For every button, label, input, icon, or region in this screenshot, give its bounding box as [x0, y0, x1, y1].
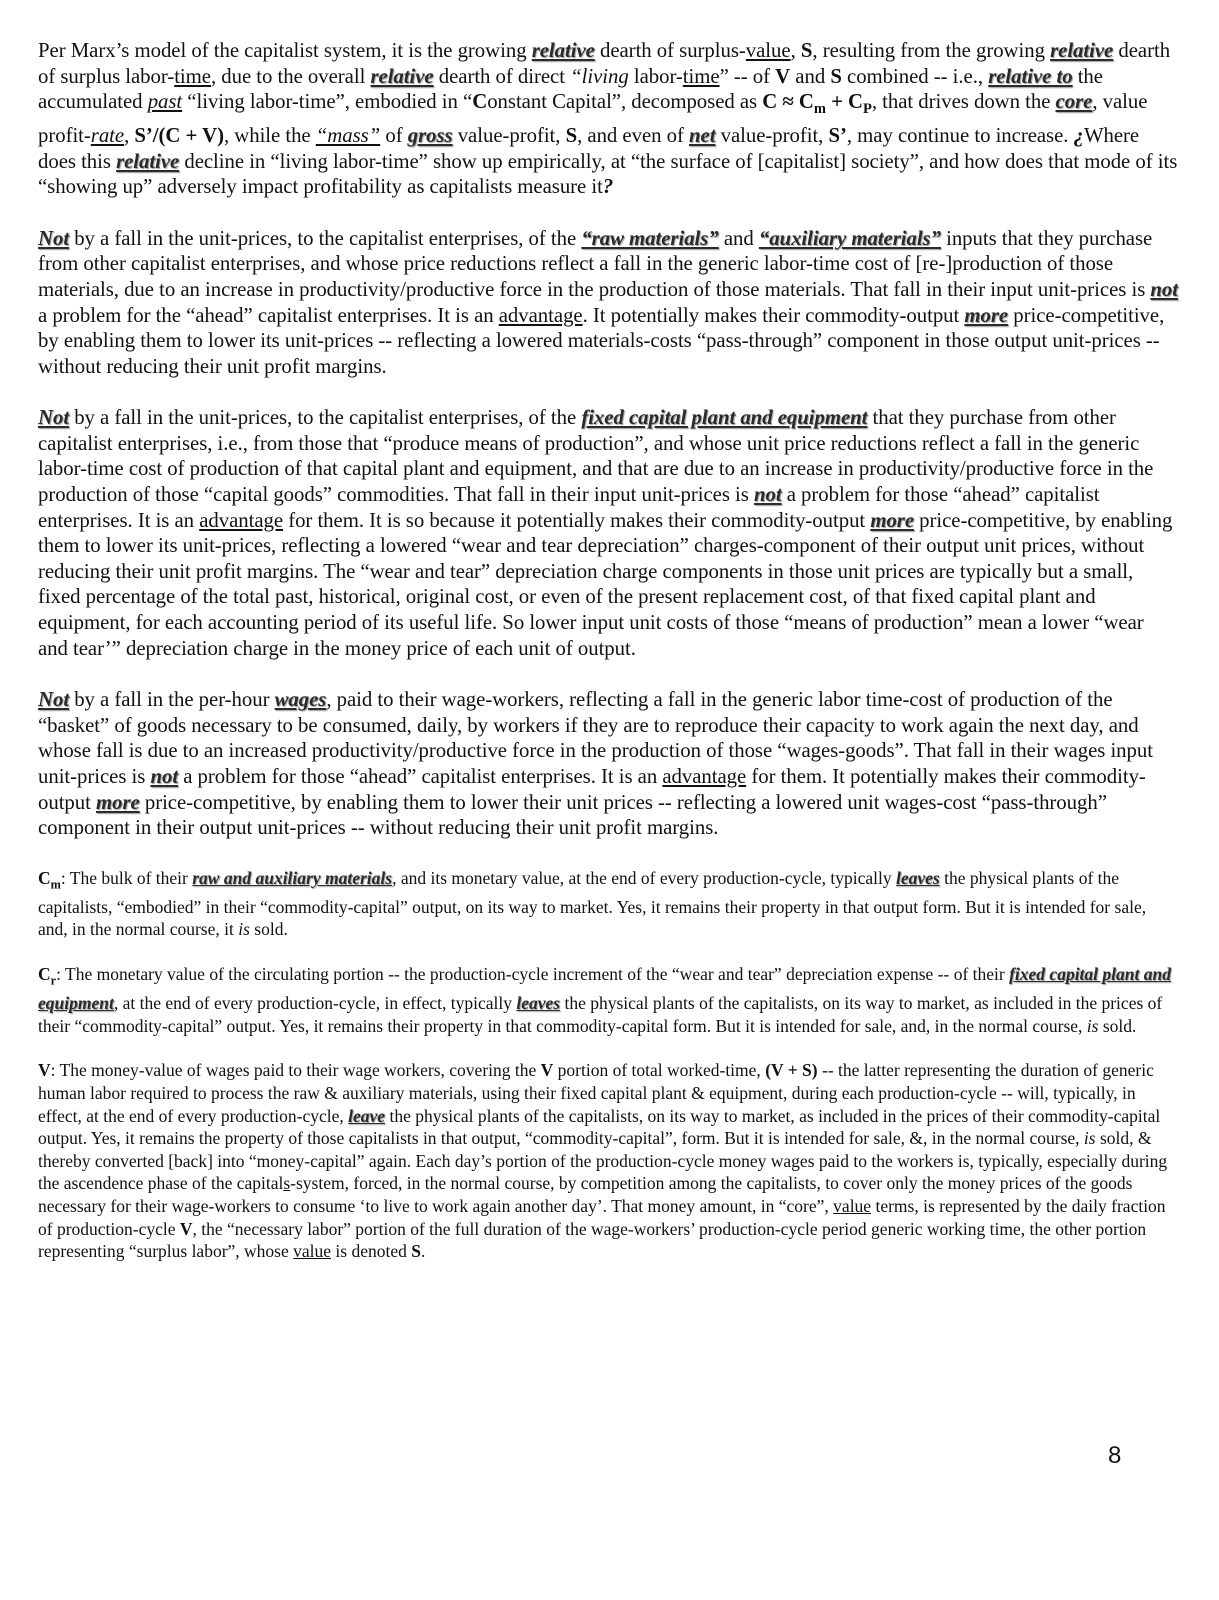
text-run-em: Not: [38, 406, 70, 430]
text-run: dearth of surplus labor-: [38, 39, 1171, 88]
text-run-b: C: [38, 867, 51, 888]
note-cr: [38, 963, 1178, 1037]
text-run-iu: past: [147, 90, 183, 114]
text-run-em: “auxiliary materials”: [758, 226, 941, 250]
text-run: -system, forced, in the normal course, by competition among the capitalists, to cover only the money prices of the goods necessary for their wage-workers to consume ‘to live to work again another day’. That money amount, in “core”,: [38, 1173, 1133, 1216]
text-run-em: relative: [370, 64, 434, 88]
text-run: the physical plants of the capitalists, on its way to market, as included in the prices of their commodity-capital output. Yes, it remains the property of those capitalists in that output, “commodity-capital”, form. But it is intended for sale, &, in the normal course,: [38, 1105, 1161, 1149]
text-run: the physical plants of the capitalists, on its way to market, as included in the prices of their “commodity-capital” output. Yes, it remains their property in that commodity-capital form. But it is intended for sale, and, in the normal course,: [38, 993, 1163, 1036]
text-run-b: V: [540, 1060, 554, 1081]
text-run-u: value: [833, 1195, 872, 1216]
paragraph-raw-materials: [38, 226, 1178, 380]
text-run-em: relative: [531, 39, 595, 62]
paragraph-fixed-capital: [38, 405, 1178, 661]
text-run: portion of total worked-time,: [553, 1060, 766, 1081]
text-run-em: Not: [38, 226, 70, 250]
text-run-iu: rate: [90, 123, 125, 147]
text-run-u: advantage: [498, 303, 583, 327]
text-run: value-profit,: [452, 123, 566, 147]
text-run: inputs that they purchase from other capitalist enterprises, and whose price reductions reflect a fall in the generic labor-time cost of [re-]production of those materials, due to an increase in productivity/productive force in the production of those materials. That fall in their input unit-prices is: [38, 226, 1153, 301]
text-run: , while the: [223, 123, 316, 147]
text-run-sub: r: [50, 973, 57, 988]
text-run: , and its monetary value, at the end of every production-cycle, typically: [392, 867, 896, 888]
text-run: onstant Capital”, decomposed as: [487, 90, 763, 114]
text-run-u: advantage: [662, 765, 747, 788]
text-run-u: advantage: [199, 508, 284, 532]
text-run-b: V: [775, 64, 791, 88]
text-run-b: C ≈ C: [762, 90, 814, 114]
text-run: price-competitive, by enabling them to lower its unit-prices -- reflecting a lowered materials-costs “pass-through” component in those output unit-prices -- without reducing their unit profit margins.: [38, 303, 1165, 378]
text-run-em: relative: [116, 149, 180, 173]
text-run-bi: ¿: [1073, 123, 1084, 147]
text-run-b: S: [565, 123, 578, 147]
text-run: -- the latter representing the duration of generic human labor required to process the raw & auxiliary materials, using their fixed capital plant & equipment, during each production-cycle -- will, typically, in effect, at the end of every production-cycle,: [38, 1060, 1154, 1126]
text-run: : The monetary value of the circulating portion -- the production-cycle increment of the “wear and tear” depreciation expense -- of their: [56, 964, 1010, 985]
text-run-b: (V + S): [765, 1060, 818, 1081]
text-run-i: is: [1083, 1128, 1096, 1149]
text-run-em: raw and auxiliary materials: [192, 867, 393, 888]
text-run-em: “raw materials”: [581, 226, 719, 250]
text-run-i: is: [238, 919, 250, 940]
text-run: Where does this: [38, 123, 1140, 173]
text-run-em: relative: [1050, 39, 1114, 62]
text-run-b: S: [411, 1241, 421, 1262]
text-run: , resulting from the growing: [812, 39, 1051, 62]
text-run: dearth of surplus-: [594, 39, 746, 62]
text-run-u: time: [174, 64, 211, 88]
text-run: “living labor-time”, embodied in “: [182, 90, 473, 114]
text-run: ,: [790, 39, 801, 62]
text-run: the physical plants of the capitalists, “embodied” in their “commodity-capital” output, on its way to market. Yes, it remains their property in that output form. But it is intended for sale, and, in the normal course, it: [38, 867, 1147, 940]
text-run-u: value: [745, 39, 791, 62]
text-run-u: value: [293, 1241, 332, 1262]
text-run-u: time: [682, 64, 720, 88]
text-run-em: fixed capital plant and equipment: [581, 406, 868, 430]
text-run: for them. It potentially makes their commodity-output: [38, 765, 1146, 814]
text-run-em: not: [150, 765, 179, 788]
text-run-b: S’: [828, 123, 847, 147]
text-run-sub: m: [50, 877, 61, 892]
text-run: sold, & thereby converted [back] into “money-capital” again. Each day’s portion of the production-cycle money wages paid to the workers is, typically, especially during the ascendence phase of the capital: [38, 1128, 1168, 1194]
text-run-em: net: [689, 123, 716, 147]
text-run-em: leaves: [896, 867, 940, 888]
text-run-b: V: [38, 1060, 51, 1081]
text-run: ,: [124, 123, 135, 147]
text-run: price-competitive, by enabling them to lower their unit prices -- reflecting a lowered unit wages-cost “pass-through” component in their output unit-prices -- without reducing their unit profit margins.: [38, 790, 1107, 840]
text-run: , at the end of every production-cycle, in effect, typically: [113, 993, 517, 1014]
text-run: , due to the overall: [210, 64, 371, 88]
text-run-b: S: [830, 64, 842, 88]
text-run: the accumulated: [38, 64, 1103, 114]
text-run: dearth of direct: [433, 64, 571, 88]
text-run: combined -- i.e.,: [841, 64, 989, 88]
page-number: 8: [1108, 1442, 1122, 1469]
text-run: by a fall in the per-hour: [69, 688, 275, 712]
text-run: .: [420, 1241, 426, 1262]
text-run: , may continue to increase.: [846, 123, 1074, 147]
text-run: is denoted: [331, 1241, 412, 1262]
text-run-em: not: [753, 483, 782, 507]
text-run-b: S’/(C + V): [134, 123, 224, 147]
text-run: a problem for those “ahead” capitalist enterprises. It is an: [38, 483, 1100, 532]
text-run: ” -- of: [719, 64, 776, 88]
text-run: by a fall in the unit-prices, to the capitalist enterprises, of the: [69, 406, 582, 430]
text-run-iu: “mass”: [315, 123, 381, 147]
text-run: terms, is represented by the daily fraction of production-cycle: [38, 1195, 1166, 1239]
text-run-em: leaves: [516, 993, 561, 1014]
text-run-em: leave: [348, 1105, 386, 1126]
text-run-sub: m: [813, 101, 826, 118]
text-run: . It potentially makes their commodity-output: [582, 303, 965, 327]
text-run: , paid to their wage-workers, reflecting a fall in the generic labor time-cost of production of the “basket” of goods necessary to be consumed, daily, by workers if they are to reproduce their capacity to work again the next day, and whose fall is due to an increased productivity/productive force in the production of those “wages-goods”. That fall in their wages input unit-prices is: [38, 688, 1153, 788]
text-run-b: V: [179, 1218, 193, 1239]
text-run: of: [380, 123, 408, 147]
text-run: price-competitive, by enabling them to lower its unit-prices, reflecting a lowered “wear and tear depreciation” charges-component of their output unit prices, without reducing their unit profit margins. The “wear and tear” depreciation charge components in those unit prices are typically but a small, fixed percentage of the total past, historical, original cost, or even of the present replacement cost, of that fixed capital plant and equipment, for each accounting period of its useful life. So lower input unit costs of those “means of production” mean a lower “wear and tear’” depreciation charge in the money price of each unit of output.: [38, 508, 1173, 660]
text-run: a problem for those “ahead” capitalist enterprises. It is an: [178, 765, 663, 788]
note-v: [38, 1059, 1178, 1262]
text-run-b: C: [38, 964, 51, 985]
text-run: labor-: [628, 64, 683, 88]
text-run: Per Marx’s model of the capitalist system, it is the growing: [38, 39, 532, 62]
text-run-b: S: [800, 39, 813, 62]
text-run: value-profit,: [715, 123, 829, 147]
text-run: by a fall in the unit-prices, to the capitalist enterprises, of the: [69, 226, 582, 250]
text-run: decline in “living labor-time” show up empirically, at “the surface of [capitalist] society”, and how does that mode of its “showing up” adversely impact profitability as capitalists measure it: [38, 149, 1178, 199]
document-page: [38, 38, 1178, 1285]
text-run-em: relative to: [988, 64, 1073, 88]
text-run: sold.: [1098, 1015, 1137, 1036]
text-run-em: more: [870, 508, 915, 532]
text-run: : The money-value of wages paid to their wage workers, covering the: [50, 1060, 541, 1081]
text-run-em: core: [1055, 90, 1093, 114]
text-run-b: + C: [825, 90, 864, 114]
text-run-em: not: [1150, 277, 1178, 301]
text-run: and: [790, 64, 831, 88]
text-run-em: fixed capital plant and equipment: [38, 964, 1171, 1014]
note-cm: [38, 867, 1178, 941]
text-run: , and even of: [577, 123, 690, 147]
text-run: sold.: [249, 919, 288, 940]
text-run-i: is: [1086, 1015, 1099, 1036]
text-run-em: Not: [38, 688, 70, 712]
text-run: that they purchase from other capitalist enterprises, i.e., from those that “produce means of production”, and whose unit price reductions reflect a fall in the generic labor-time cost of production of that capital plant and equipment, and that are due to an increase in productivity/productive force in the production of those “capital goods” commodities. That fall in their input unit-prices is: [38, 406, 1154, 507]
text-run-u: s: [283, 1173, 291, 1194]
text-run-bi: ?: [602, 175, 614, 199]
text-run: for them. It is so because it potentially makes their commodity-output: [283, 508, 871, 532]
text-run: , that drives down the: [871, 90, 1056, 114]
text-run: and: [718, 226, 759, 250]
text-run-em: wages: [274, 688, 327, 712]
text-run-em: gross: [407, 123, 453, 147]
text-run: , value profit-: [38, 90, 1148, 147]
text-run-b: C: [472, 90, 488, 114]
text-run-em: more: [964, 303, 1009, 327]
text-run-sub: P: [863, 101, 872, 118]
text-run: a problem for the “ahead” capitalist enterprises. It is an: [38, 303, 499, 327]
text-run-em: more: [96, 790, 140, 814]
text-run-i: “living: [570, 64, 629, 88]
text-run: : The bulk of their: [60, 867, 193, 888]
paragraph-intro: [38, 38, 1178, 200]
paragraph-wages: [38, 687, 1178, 841]
text-run: , the “necessary labor” portion of the full duration of the wage-workers’ production-cycle period generic working time, the other portion representing “surplus labor”, whose: [38, 1218, 1147, 1262]
